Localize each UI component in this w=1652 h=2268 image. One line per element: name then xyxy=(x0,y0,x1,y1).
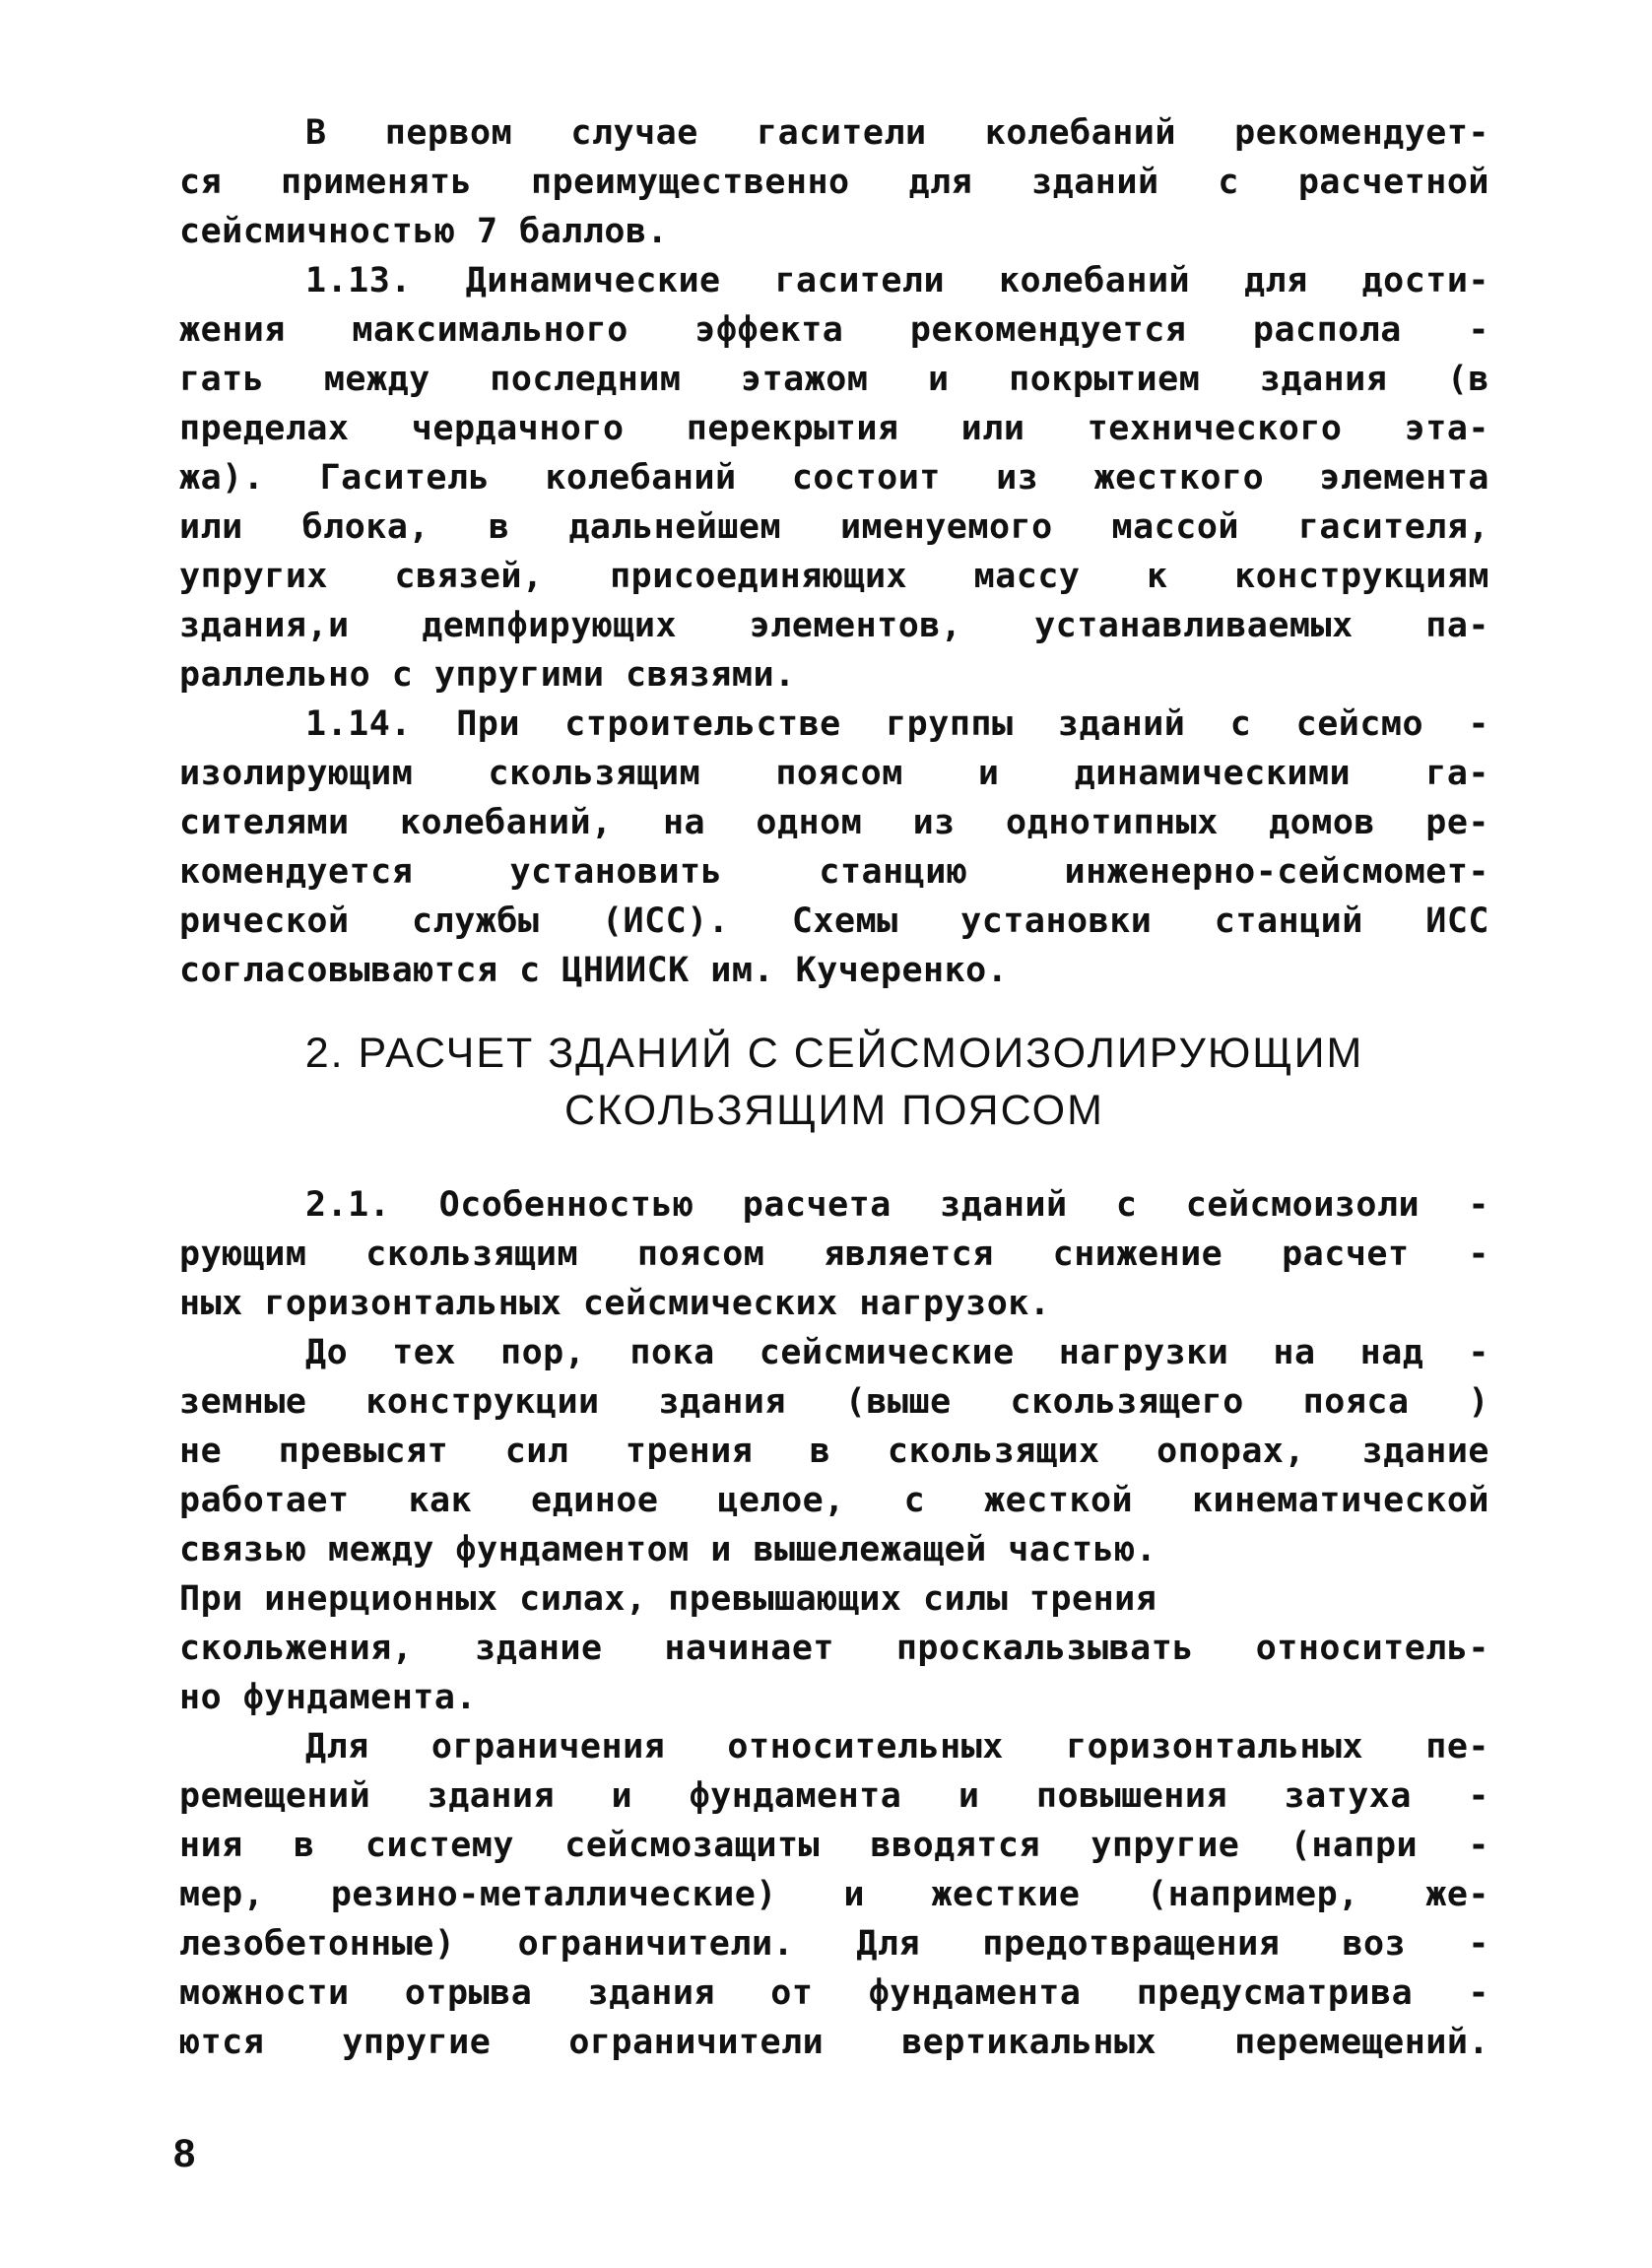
text-line: изолирующим скользящим поясом и динамическими га- xyxy=(179,754,1489,793)
paragraph xyxy=(179,1328,1489,1722)
text-line: сейсмичностью 7 баллов. xyxy=(179,212,669,251)
text-line: земные конструкции здания (выше скользящего пояса ) xyxy=(179,1382,1489,1422)
text-line: ния в систему сейсмозащиты вводятся упругие (напри - xyxy=(179,1826,1489,1865)
text-line: ются упругие ограничители вертикальных перемещений. xyxy=(179,2023,1489,2062)
bottom-text-block xyxy=(179,1180,1489,2067)
text-line: гать между последним этажом и покрытием здания (в xyxy=(179,360,1489,399)
text-line: раллельно с упругими связями. xyxy=(179,655,796,695)
section-heading xyxy=(179,1025,1489,1139)
text-line: мер, резино-металлические) и жесткие (например, же- xyxy=(179,1875,1489,1914)
text-line: ных горизонтальных сейсмических нагрузок. xyxy=(179,1284,1051,1323)
text-line: но фундамента. xyxy=(179,1678,478,1717)
section-heading-line: 2. РАСЧЕТ ЗДАНИЙ С СЕЙСМОИЗОЛИРУЮЩИМ xyxy=(304,1030,1364,1077)
page-number: 8 xyxy=(173,2132,196,2175)
text-line: жа). Гаситель колебаний состоит из жесткого элемента xyxy=(179,458,1489,498)
text-line: сителями колебаний, на одном из однотипных домов ре- xyxy=(179,803,1489,842)
text-line: В первом случае гасители колебаний рекомендует- xyxy=(305,113,1489,153)
section-heading-line: СКОЛЬЗЯЩИМ ПОЯСОМ xyxy=(564,1087,1104,1134)
paragraph xyxy=(179,108,1489,256)
text-line: не превысят сил трения в скользящих опорах, здание xyxy=(179,1432,1489,1471)
paragraph xyxy=(179,1180,1489,1328)
text-line: работает как единое целое, с жесткой кинематической xyxy=(179,1481,1489,1520)
text-line: лезобетонные) ограничители. Для предотвращения воз - xyxy=(179,1924,1489,1964)
text-line: связью между фундаментом и вышележащей частью. xyxy=(179,1530,1157,1569)
text-line: здания,и демпфирующих элементов, устанавливаемых па- xyxy=(179,606,1489,645)
text-line: или блока, в дальнейшем именуемого массой гасителя, xyxy=(179,507,1489,547)
text-line: рической службы (ИСС). Схемы установки станций ИСС xyxy=(179,901,1489,941)
text-line: жения максимального эффекта рекомендуется распола - xyxy=(179,310,1489,350)
text-line: До тех пор, пока сейсмические нагрузки на над - xyxy=(305,1333,1489,1372)
text-line: 1.13. Динамические гасители колебаний для дости- xyxy=(305,261,1489,300)
text-line: согласовываются с ЦНИИСК им. Кучеренко. xyxy=(179,951,1009,990)
text-line: 2.1. Особенностью расчета зданий с сейсмоизоли - xyxy=(305,1185,1489,1225)
text-line: рующим скользящим поясом является снижение расчет - xyxy=(179,1234,1489,1274)
text-line: ся применять преимущественно для зданий с расчетной xyxy=(179,163,1489,202)
text-line: можности отрыва здания от фундамента предусматрива - xyxy=(179,1973,1489,2013)
top-text-block xyxy=(179,108,1489,995)
text-line: упругих связей, присоединяющих массу к конструкциям xyxy=(179,557,1489,596)
paragraph xyxy=(179,700,1489,995)
text-line: Для ограничения относительных горизонтальных пе- xyxy=(305,1727,1489,1767)
text-line: комендуется установить станцию инженерно-сейсмомет- xyxy=(179,852,1489,892)
text-line: пределах чердачного перекрытия или технического эта- xyxy=(179,409,1489,448)
paragraph xyxy=(179,1722,1489,2067)
text-line: ремещений здания и фундамента и повышения затуха - xyxy=(179,1776,1489,1816)
text-line: При инерционных силах, превышающих силы трения xyxy=(179,1579,1157,1619)
text-line: 1.14. При строительстве группы зданий с сейсмо - xyxy=(305,704,1489,744)
paragraph xyxy=(179,256,1489,700)
text-line: скольжения, здание начинает проскальзывать относитель- xyxy=(179,1629,1489,1668)
